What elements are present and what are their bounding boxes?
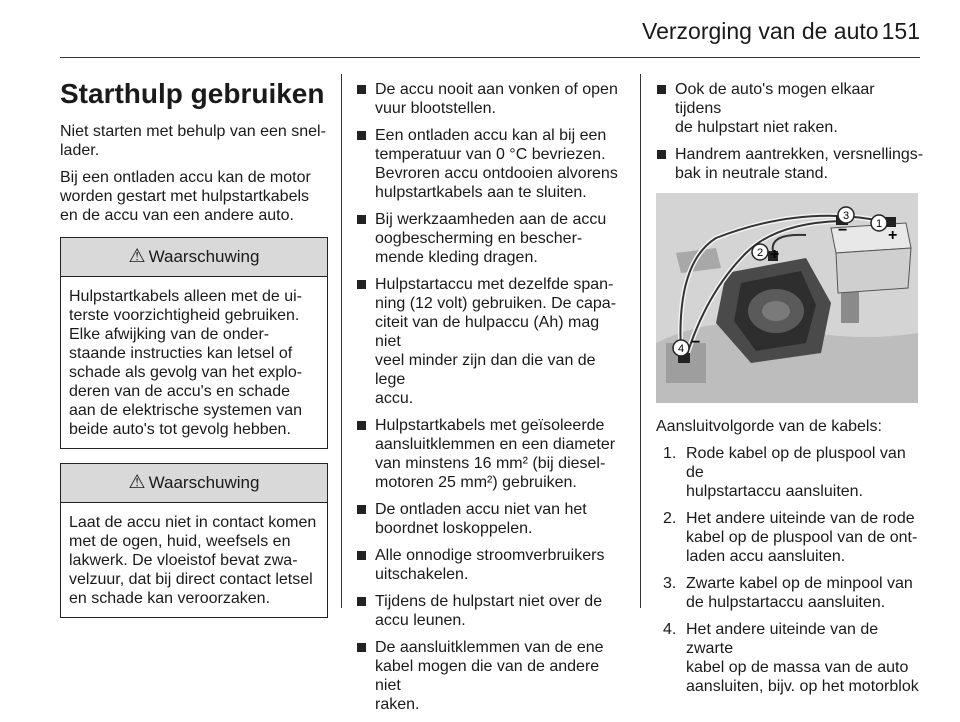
list-item: De accu nooit aan vonken of open vuur blootstellen. — [356, 80, 627, 118]
svg-text:−: − — [691, 334, 701, 351]
step-text: Het andere uiteinde van de rode kabel op de pluspool van de ont- laden accu aansluiten. — [686, 510, 918, 565]
svg-text:4: 4 — [677, 343, 685, 355]
warning-triangle-icon: ⚠ — [128, 472, 146, 493]
svg-text:−: − — [838, 222, 848, 239]
page-number: 151 — [881, 18, 920, 44]
column-middle — [356, 80, 627, 722]
list-item: Hulpstartkabels met geïsoleerde aansluitklemmen en een diameter van minstens 16 mm² (bij diesel- motoren 25 mm²) gebruiken. — [356, 416, 627, 492]
header-divider — [60, 57, 920, 58]
sequence-intro: Aansluitvolgorde van de kabels: — [656, 418, 882, 435]
column-right — [656, 80, 924, 704]
svg-text:+: + — [888, 227, 898, 244]
list-item: Alle onnodige stroomverbruikers uitschakelen. — [356, 546, 627, 584]
column-divider — [341, 74, 342, 608]
step-number: 1. — [663, 445, 677, 462]
header-title: Verzorging van de auto — [642, 18, 879, 44]
list-item: Ook de auto's mogen elkaar tijdens de hulpstart niet raken. — [656, 80, 924, 137]
step-number: 2. — [663, 510, 677, 527]
list-item — [656, 444, 924, 501]
engine-bay-drawing — [656, 193, 918, 403]
svg-text:1: 1 — [875, 218, 883, 230]
svg-text:2: 2 — [756, 247, 764, 259]
warning-box — [60, 463, 328, 618]
warning-header — [61, 464, 327, 503]
precaution-list — [356, 80, 627, 714]
step-number: 3. — [663, 575, 677, 592]
list-item — [656, 620, 924, 696]
warning-box — [60, 237, 328, 449]
step-text: Zwarte kabel op de minpool van de hulpstartaccu aansluiten. — [686, 575, 913, 611]
list-item: Een ontladen accu kan al bij een temperatuur van 0 °C bevriezen. Bevroren accu ontdooien alvorens hulpstartkabels aan te sluiten. — [356, 126, 627, 202]
svg-text:+: + — [770, 246, 780, 263]
list-item — [656, 574, 924, 612]
warning-text: Hulpstartkabels alleen met de ui- terste voorzichtigheid gebruiken. Elke afwijking van de onder- staande instructies kan letsel of schade als gevolg van het explo- deren van de accu's en schade aan de elektrische systemen van beide auto's tot gevolg hebben. — [69, 288, 303, 438]
step-text: Het andere uiteinde van de zwarte kabel op de massa van de auto aansluiten, bijv. op het motorblok — [686, 621, 919, 695]
list-item: Hulpstartaccu met dezelfde span- ning (12 volt) gebruiken. De capa- citeit van de hulpaccu (Ah) mag niet veel minder zijn dan die van de lege accu. — [356, 275, 627, 408]
warning-triangle-icon: ⚠ — [128, 246, 146, 267]
list-item — [656, 509, 924, 566]
list-item: De aansluitklemmen van de ene kabel mogen die van de andere niet raken. — [356, 638, 627, 714]
warning-title: Waarschuwing — [148, 473, 260, 492]
step-number: 4. — [663, 621, 677, 638]
list-item: Bij werkzaamheden aan de accu oogbescherming en bescher- mende kleding dragen. — [356, 210, 627, 267]
connection-steps — [656, 444, 924, 696]
column-left — [60, 78, 328, 632]
column-divider — [640, 74, 641, 608]
svg-text:3: 3 — [842, 210, 850, 222]
warning-title: Waarschuwing — [148, 247, 260, 266]
jump-start-illustration — [656, 193, 918, 403]
intro-paragraph: Niet starten met behulp van een snel- lader. — [60, 123, 326, 159]
list-item: De ontladen accu niet van het boordnet loskoppelen. — [356, 500, 627, 538]
precaution-list — [656, 80, 924, 183]
section-title: Starthulp gebruiken — [60, 78, 325, 109]
step-text: Rode kabel op de pluspool van de hulpstartaccu aansluiten. — [686, 445, 906, 500]
list-item: Handrem aantrekken, versnellings- bak in neutrale stand. — [656, 145, 924, 183]
warning-header — [61, 238, 327, 277]
warning-text: Laat de accu niet in contact komen met de ogen, huid, weefsels en lakwerk. De vloeistof bevat zwa- velzuur, dat bij direct contact letsel en schade kan veroorzaken. — [69, 514, 317, 607]
intro-paragraph: Bij een ontladen accu kan de motor worden gestart met hulpstartkabels en de accu van een andere auto. — [60, 169, 311, 224]
list-item: Tijdens de hulpstart niet over de accu leunen. — [356, 592, 627, 630]
